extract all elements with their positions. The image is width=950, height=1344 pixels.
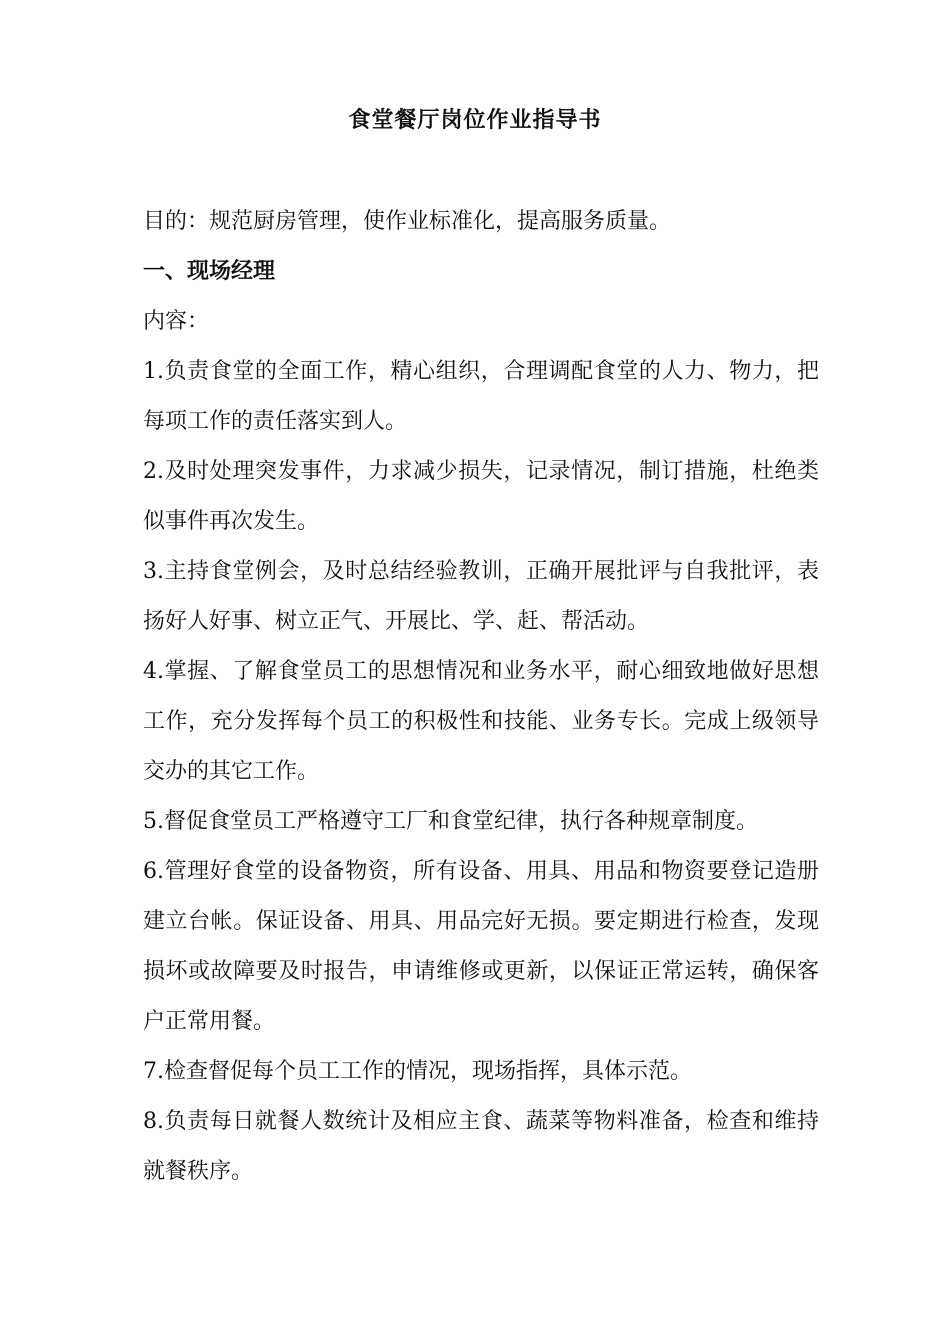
list-item: 8.负责每日就餐人数统计及相应主食、蔬菜等物料准备，检查和维持就餐秩序。: [143, 1109, 819, 1184]
list-item: 2.及时处理突发事件，力求减少损失，记录情况，制订措施，杜绝类似事件再次发生。: [143, 459, 819, 534]
purpose-statement: 目的：规范厨房管理，使作业标准化，提高服务质量。: [143, 209, 672, 234]
section-heading-site-manager: 一、现场经理: [143, 259, 276, 284]
list-item: 5.督促食堂员工严格遵守工厂和食堂纪律，执行各种规章制度。: [143, 809, 758, 834]
list-item: 3.主持食堂例会，及时总结经验教训，正确开展批评与自我批评，表扬好人好事、树立正气、开展比、学、赶、帮活动。: [143, 559, 819, 634]
list-item: 6.管理好食堂的设备物资，所有设备、用具、用品和物资要登记造册建立台帐。保证设备、用具、用品完好无损。要定期进行检查，发现损坏或故障要及时报告，申请维修或更新，以保证正常运转，确保客户正常用餐。: [143, 859, 819, 1034]
document-body: [143, 197, 819, 1197]
document-title: 食堂餐厅岗位作业指导书: [348, 108, 602, 133]
content-label: 内容：: [143, 309, 210, 334]
list-item: 7.检查督促每个员工工作的情况，现场指挥，具体示范。: [143, 1059, 692, 1084]
list-item: 4.掌握、了解食堂员工的思想情况和业务水平，耐心细致地做好思想工作，充分发挥每个员工的积极性和技能、业务专长。完成上级领导交办的其它工作。: [143, 659, 819, 784]
list-item: 1.负责食堂的全面工作，精心组织，合理调配食堂的人力、物力，把每项工作的责任落实到人。: [143, 359, 819, 434]
